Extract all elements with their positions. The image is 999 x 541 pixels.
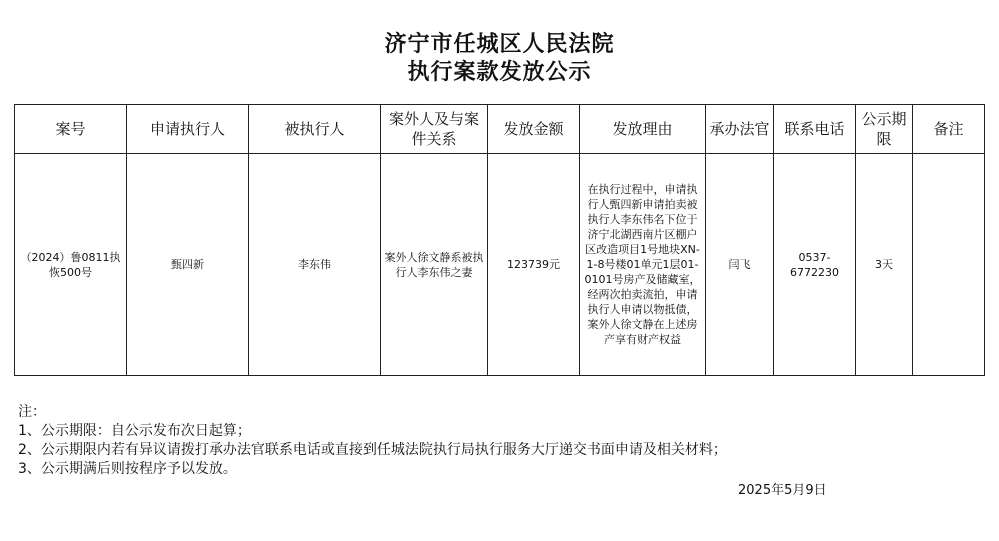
notes-section: [18, 403, 727, 479]
cell-reason: 在执行过程中，申请执行人甄四新申请拍卖被执行人李东伟名下位于济宁北湖西南片区棚户区改造项目1号地块XN-1-8号楼01单元1层01-0101号房产及储藏室，经两次拍卖流拍，申请执行人申请以物抵债，案外人徐文静在上述房产享有财产权益: [580, 154, 706, 376]
cell-phone: 0537-6772230: [774, 154, 856, 376]
col-header-respondent: 被执行人: [249, 105, 381, 154]
cell-applicant: 甄四新: [127, 154, 249, 376]
cell-period: 3天: [856, 154, 913, 376]
cell-remark: [913, 154, 985, 376]
cell-amount: 123739元: [488, 154, 580, 376]
court-title: 济宁市任城区人民法院: [384, 32, 615, 57]
notice-title: 执行案款发放公示: [407, 60, 592, 85]
col-header-remark: 备注: [913, 105, 985, 154]
cell-judge: 闫飞: [706, 154, 774, 376]
col-header-amount: 发放金额: [488, 105, 580, 154]
col-header-judge: 承办法官: [706, 105, 774, 154]
cell-respondent: 李东伟: [249, 154, 381, 376]
note-item: 3、公示期满后则按程序予以发放。: [18, 461, 237, 477]
payout-notice-table: [14, 104, 985, 376]
table-header-row: [15, 105, 985, 154]
publish-date: 2025年5月9日: [738, 483, 827, 498]
col-header-phone: 联系电话: [774, 105, 856, 154]
note-item: 2、公示期限内若有异议请拨打承办法官联系电话或直接到任城法院执行局执行服务大厅递交书面申请及相关材料；: [18, 442, 727, 458]
note-item: 1、公示期限：自公示发布次日起算；: [18, 423, 251, 439]
col-header-case-no: 案号: [15, 105, 127, 154]
table-row: [15, 154, 985, 376]
notes-heading: 注：: [18, 404, 46, 420]
col-header-third-party: 案外人及与案件关系: [381, 105, 488, 154]
col-header-reason: 发放理由: [580, 105, 706, 154]
cell-case-no: （2024）鲁0811执恢500号: [15, 154, 127, 376]
cell-third-party: 案外人徐文静系被执行人李东伟之妻: [381, 154, 488, 376]
col-header-applicant: 申请执行人: [127, 105, 249, 154]
col-header-period: 公示期限: [856, 105, 913, 154]
